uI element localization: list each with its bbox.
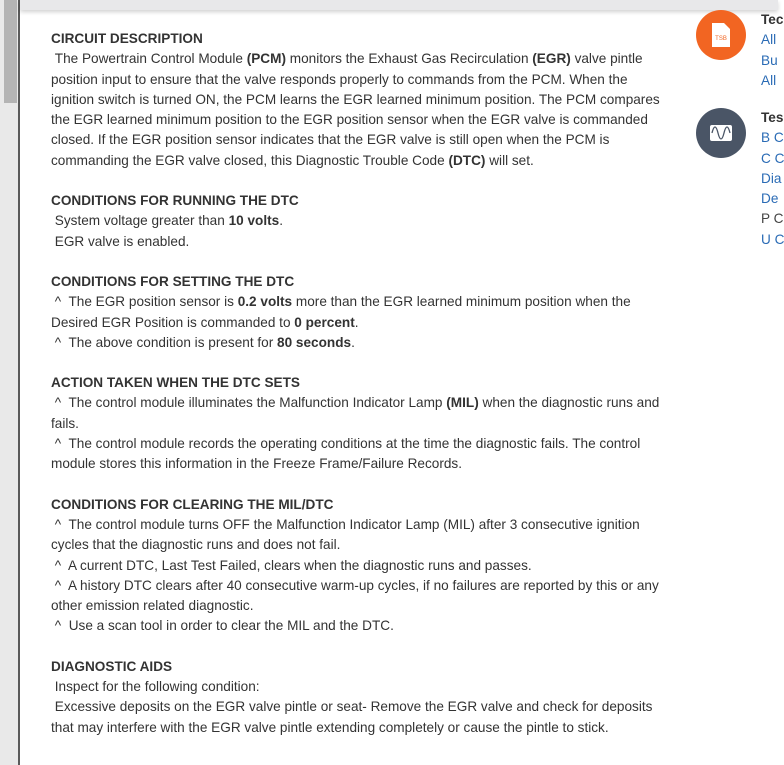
section-paragraph — [51, 434, 663, 475]
emphasis: (PCM) — [246, 51, 286, 67]
test-link[interactable]: C C — [761, 150, 784, 166]
tests-title: Tes — [761, 110, 784, 125]
section-heading: CIRCUIT DESCRIPTION — [51, 31, 203, 46]
emphasis: 0 percent — [294, 314, 355, 330]
section — [51, 373, 663, 474]
test-link[interactable]: B C — [761, 130, 784, 146]
text: ^ The control module turns OFF the Malfunction Indicator Lamp (MIL) after 3 consecutive ignition cycles that the diagnostic runs and does not fail. — [51, 516, 644, 553]
scrollbar-thumb[interactable] — [4, 0, 17, 103]
text: . — [279, 213, 283, 229]
waveform-icon — [696, 108, 746, 158]
section-paragraph — [51, 515, 663, 556]
tsb-link[interactable]: All — [761, 32, 777, 48]
text: ^ A history DTC clears after 40 consecutive warm-up cycles, if no failures are reported by this or any other emission related diagnostic. — [51, 577, 663, 614]
tsb-link[interactable]: Bu — [761, 52, 778, 68]
section — [51, 495, 663, 637]
test-link[interactable]: U C — [761, 231, 784, 247]
text: ^ The control module illuminates the Malfunction Indicator Lamp — [51, 395, 447, 411]
section-paragraph — [51, 616, 663, 636]
dtc-document — [51, 29, 663, 758]
section-paragraph — [51, 393, 663, 434]
section-heading: DIAGNOSTIC AIDS — [51, 658, 173, 674]
text: System voltage greater than — [51, 213, 229, 229]
test-link[interactable]: Dia — [761, 170, 782, 186]
section-heading: CONDITIONS FOR CLEARING THE MIL/DTC — [51, 496, 334, 512]
section-paragraph — [51, 576, 663, 617]
text: ^ Use a scan tool in order to clear the MIL and the DTC. — [51, 618, 394, 634]
section-paragraph — [51, 49, 663, 171]
text: Inspect for the following condition: — [51, 679, 260, 695]
section-heading: CONDITIONS FOR RUNNING THE DTC — [51, 193, 299, 209]
left-gutter — [0, 0, 19, 765]
related-sidebar — [696, 10, 784, 247]
tsb-link[interactable]: All — [761, 72, 777, 88]
text: ^ The above condition is present for — [51, 334, 278, 350]
text: when the diagnostic runs and fails. — [51, 395, 664, 431]
section — [51, 657, 663, 738]
section-paragraph — [51, 292, 663, 333]
text: monitors the Exhaust Gas Recirculation — [285, 51, 533, 67]
section-paragraph — [51, 697, 663, 738]
text: Excessive deposits on the EGR valve pintle or seat- Remove the EGR valve and check for deposits that may interfere with the EGR valve pintle extending completely or cause the pintle to stick. — [51, 699, 657, 735]
text: valve pintle position input to ensure that the valve responds properly to commands from the PCM. When the ignition switch is turned ON, the PCM learns the EGR learned minimum position. The PCM compares the EGR learned minimum position to the EGR position sensor when the EGR valve is commanded closed. If the EGR position sensor indicates that the EGR valve is still open when the PCM is commanding the EGR valve closed, this Diagnostic Trouble Code — [51, 51, 664, 168]
tsb-title: Tec — [761, 12, 784, 27]
tsb-group — [696, 10, 784, 108]
emphasis: (MIL) — [446, 395, 479, 411]
text: The Powertrain Control Module — [51, 51, 247, 67]
top-bar — [20, 0, 778, 10]
emphasis: 10 volts — [228, 213, 280, 229]
text: . — [351, 334, 355, 350]
section-paragraph — [51, 677, 663, 697]
text: more than the EGR learned minimum position when the Desired EGR Position is commanded to — [51, 294, 635, 330]
section-paragraph — [51, 333, 663, 353]
tsb-icon — [696, 10, 746, 60]
section-paragraph — [51, 211, 663, 231]
text: ^ The control module records the operating conditions at the time the diagnostic fails. The control module stores this information in the Freeze Frame/Failure Records. — [51, 436, 645, 472]
text: ^ The EGR position sensor is — [51, 294, 238, 310]
emphasis: (DTC) — [448, 152, 486, 168]
section-heading: ACTION TAKEN WHEN THE DTC SETS — [51, 375, 300, 391]
section-paragraph — [51, 232, 663, 252]
tests-group — [696, 108, 784, 247]
section — [51, 272, 663, 353]
section-heading: CONDITIONS FOR SETTING THE DTC — [51, 273, 295, 289]
test-link[interactable]: De — [761, 191, 779, 207]
section — [51, 29, 663, 171]
emphasis: (EGR) — [532, 51, 571, 67]
section-paragraph — [51, 556, 663, 576]
text: ^ A current DTC, Last Test Failed, clears when the diagnostic runs and passes. — [51, 557, 532, 573]
panel-border — [18, 0, 20, 765]
emphasis: 80 seconds — [277, 334, 352, 350]
svg-text:TSB: TSB — [715, 36, 727, 42]
text: EGR valve is enabled. — [51, 233, 190, 249]
test-item: P C — [761, 211, 784, 227]
emphasis: 0.2 volts — [237, 294, 293, 310]
section — [51, 191, 663, 252]
text: . — [354, 314, 359, 330]
text: will set. — [485, 152, 534, 168]
